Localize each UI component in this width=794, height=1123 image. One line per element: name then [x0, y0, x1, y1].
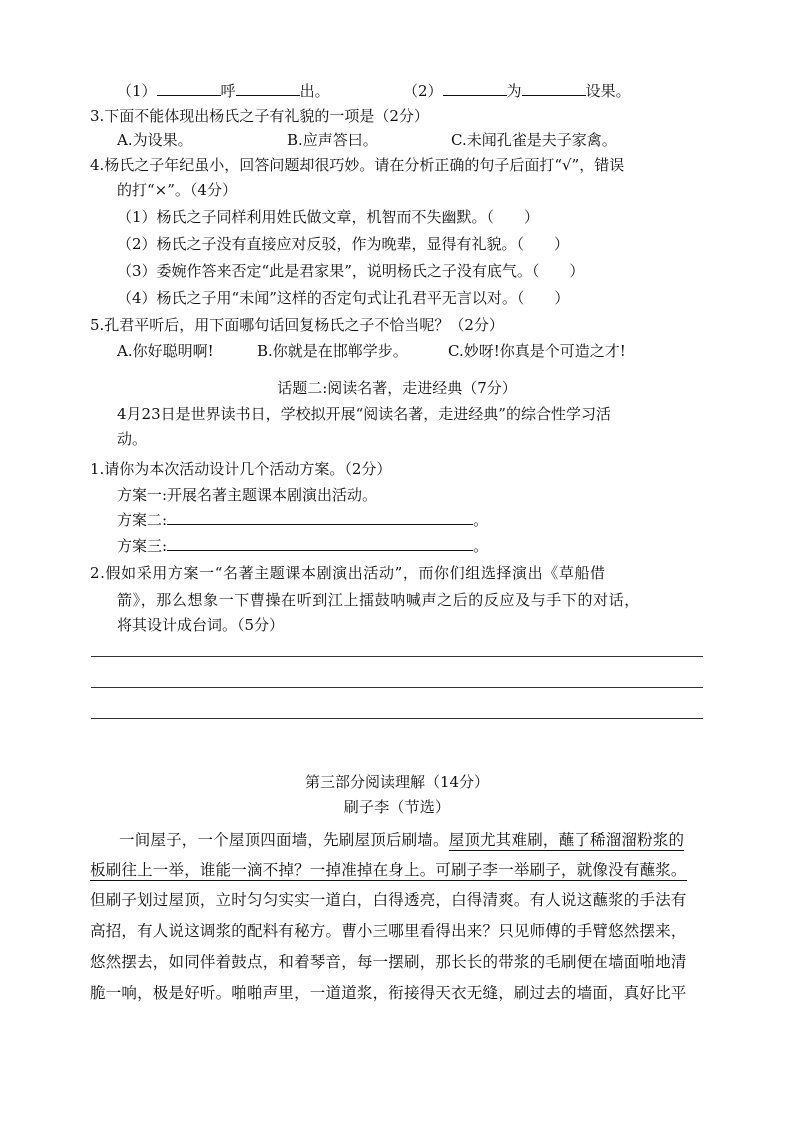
passage-title: 刷子李（节选） [343, 798, 451, 816]
q4-item-1[interactable]: （1）杨氏之子同样利用姓氏做文章，机智而不失幽默。（ ） [117, 208, 540, 226]
answer-line[interactable] [91, 718, 703, 719]
plan-2-line [117, 509, 488, 531]
fill-text: 出。 [299, 82, 330, 100]
topic-2-question-2-cont: 箭》，那么想象一下曹操在听到江上擂鼓呐喊声之后的反应及与手下的对话， [117, 591, 640, 609]
passage-line-1 [119, 829, 684, 851]
answer-line[interactable] [91, 687, 703, 688]
fill-text: 为 [506, 82, 522, 100]
topic-2-question-2: 2.假如采用方案一“名著主题课本剧演出活动”，而你们组选择演出《草船借 [90, 564, 606, 582]
passage-line-3: 但刷子划过屋顶，立时匀匀实实一道白，白得透亮，白得清爽。有人说这蘸浆的手法有 [90, 891, 687, 909]
q3-option-c[interactable]: C.未闻孔雀是夫子家禽。 [451, 131, 617, 149]
topic-2-intro-cont: 动。 [117, 430, 148, 448]
topic-2-question-1: 1.请你为本次活动设计几个活动方案。（2分） [90, 460, 392, 478]
part-3-title: 第三部分阅读理解（14分） [304, 773, 490, 791]
q4-item-3[interactable]: （3）委婉作答来否定“此是君家果”，说明杨氏之子没有底气。（ ） [117, 262, 585, 280]
q5-option-b[interactable]: B.你就是在邯郸学步。 [257, 342, 408, 360]
q3-option-a[interactable]: A.为设果。 [117, 131, 193, 149]
topic-2-intro: 4月23日是世界读书日，学校拟开展“阅读名著，走进经典”的综合性学习活 [117, 405, 611, 423]
passage-text: 一间屋子，一个屋顶四面墙，先刷屋顶后刷墙。 [119, 831, 449, 849]
q5-option-c[interactable]: C.妙呀!你真是个可造之才! [448, 342, 626, 360]
blank-field[interactable] [443, 80, 507, 96]
q5-option-a[interactable]: A.你好聪明啊! [117, 342, 214, 360]
blank-field[interactable] [236, 80, 300, 96]
question-3-stem: 3.下面不能体现出杨氏之子有礼貌的一项是（2分） [90, 107, 429, 125]
topic-2-question-2-end: 将其设计成台词。（5分） [117, 616, 285, 634]
period: 。 [473, 537, 489, 555]
period: 。 [473, 511, 489, 529]
question-4-stem-cont: 的打“×”。（4分） [117, 181, 237, 199]
underlined-sentence: 屋顶尤其难刷，蘸了稀溜溜粉浆的 [448, 831, 685, 849]
question-5-stem: 5.孔君平听后，用下面哪句话回复杨氏之子不恰当呢？（2分） [90, 316, 504, 334]
blank-field[interactable] [522, 80, 586, 96]
plan-3-label: 方案三: [117, 537, 168, 555]
passage-line-6: 脆一响，极是好听。啪啪声里，一道道浆，衔接得天衣无缝，刷过去的墙面，真好比平 [90, 984, 687, 1002]
plan-2-label: 方案二: [117, 511, 168, 529]
plan-3-input[interactable] [167, 535, 473, 551]
question-4-stem: 4.杨氏之子年纪虽小，回答问题却很巧妙。请在分析正确的句子后面打“√”，错误 [90, 156, 625, 174]
fill-blank-line-2 [403, 80, 631, 102]
passage-line-4: 高招，有人说这调浆的配料有秘方。曹小三哪里看得出来？只见师傅的手臂悠然摆来， [90, 922, 687, 940]
passage-line-5: 悠然摆去，如同伴着鼓点，和着琴音，每一摆刷，那长长的带浆的毛刷便在墙面啪地清 [90, 953, 687, 971]
underlined-sentence: 板刷往上一举，谁能一滴不掉？一掉准掉在身上。可刷子李一举刷子，就像没有蘸浆。 [90, 861, 687, 879]
blank-field[interactable] [157, 80, 221, 96]
plan-1: 方案一:开展名著主题课本剧演出活动。 [117, 486, 378, 504]
topic-2-title: 话题二:阅读名著，走进经典（7分） [277, 379, 517, 397]
plan-2-input[interactable] [167, 509, 473, 525]
q4-item-4[interactable]: （4）杨氏之子用“未闻”这样的否定句式让孔君平无言以对。（ ） [117, 289, 570, 307]
fill-text: 设果。 [585, 82, 631, 100]
answer-line[interactable] [91, 656, 703, 657]
item-number: （2） [403, 82, 443, 100]
plan-3-line [117, 535, 488, 557]
q3-option-b[interactable]: B.应声答曰。 [287, 131, 378, 149]
fill-text: 呼 [220, 82, 236, 100]
item-number: （1） [117, 82, 157, 100]
q4-item-2[interactable]: （2）杨氏之子没有直接应对反驳，作为晚辈，显得有礼貌。（ ） [117, 235, 570, 253]
passage-line-2 [90, 859, 687, 881]
fill-blank-line [117, 80, 330, 102]
